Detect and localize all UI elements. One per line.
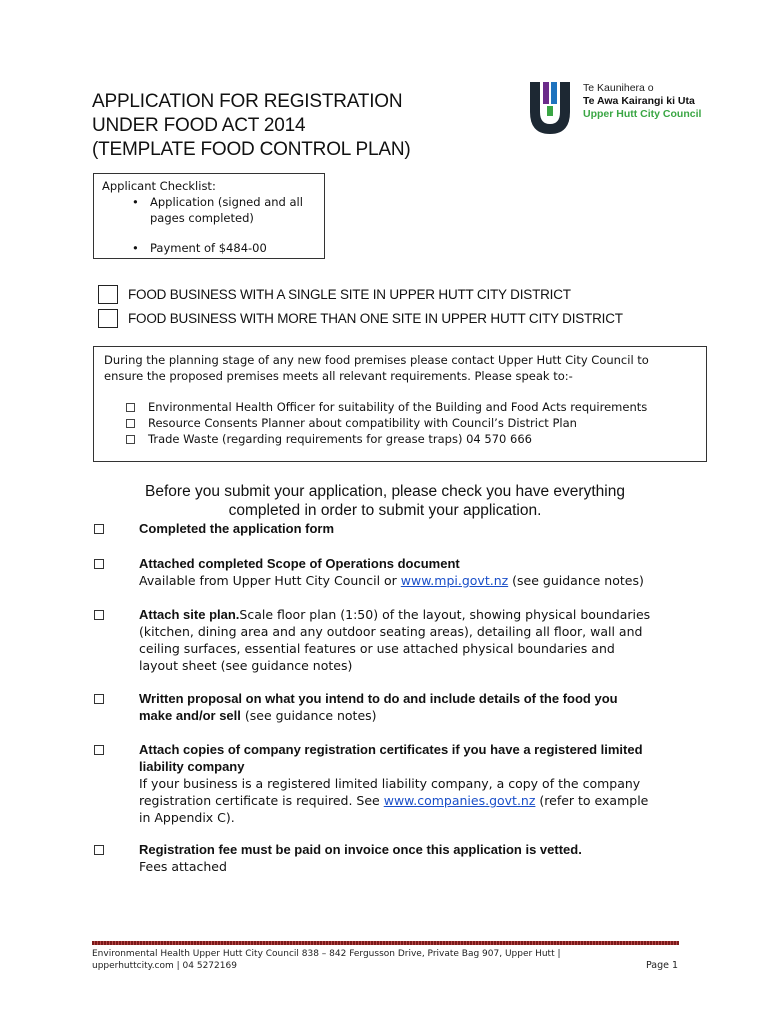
companies-link[interactable]: www.companies.govt.nz: [383, 793, 536, 808]
requirement-heading: Completed the application form: [139, 521, 335, 536]
requirement-heading: liability company: [139, 759, 245, 774]
applicant-checklist-box: [93, 173, 325, 259]
requirement-text: ceiling surfaces, essential features or use attached physical boundaries and: [139, 641, 615, 656]
requirement-heading: Attach copies of company registration certificates if you have a registered limited: [139, 742, 643, 757]
requirement-application-form: [94, 520, 694, 537]
requirement-checkbox[interactable]: [94, 845, 104, 855]
requirement-heading: Registration fee must be paid on invoice once this application is vetted.: [139, 842, 582, 857]
title-line-2: UNDER FOOD ACT 2014: [92, 115, 306, 136]
requirement-heading: Attached completed Scope of Operations document: [139, 556, 460, 571]
requirement-checkbox[interactable]: [94, 694, 104, 704]
requirement-checkbox[interactable]: [94, 559, 104, 569]
info-intro-2: ensure the proposed premises meets all relevant requirements. Please speak to:-: [104, 369, 573, 383]
logo-line-1: Te Kaunihera o: [583, 82, 654, 94]
before-line-2: completed in order to submit your application.: [228, 502, 542, 519]
title-line-3: (TEMPLATE FOOD CONTROL PLAN): [92, 139, 411, 160]
logo-line-3: Upper Hutt City Council: [583, 108, 702, 120]
requirement-site-plan: [94, 606, 694, 674]
requirement-company-registration: [94, 741, 694, 826]
info-item: Trade Waste (regarding requirements for grease traps) 04 570 666: [104, 431, 696, 447]
before-line-1: Before you submit your application, please check you have everything: [145, 483, 625, 500]
info-intro-1: During the planning stage of any new food premises please contact Upper Hutt City Council to: [104, 353, 649, 367]
requirement-checkbox[interactable]: [94, 610, 104, 620]
multiple-site-checkbox[interactable]: [98, 309, 118, 328]
document-title: [92, 90, 411, 162]
checkbox-icon: [126, 435, 135, 444]
requirement-text: Attach site plan.Scale floor plan (1:50) of the layout, showing physical boundaries: [139, 607, 651, 622]
site-option-multiple[interactable]: [98, 309, 623, 328]
requirement-text: make and/or sell (see guidance notes): [139, 708, 377, 723]
title-line-1: APPLICATION FOR REGISTRATION: [92, 91, 403, 112]
checklist-item: • Application (signed and all: [132, 195, 303, 209]
footer: [92, 948, 679, 972]
checklist-heading: Applicant Checklist:: [102, 179, 216, 193]
requirement-registration-fee: [94, 841, 694, 875]
requirement-checkbox[interactable]: [94, 745, 104, 755]
logo-line-2: Te Awa Kairangi ki Uta: [583, 95, 695, 107]
checklist-item: • Payment of $484-00: [132, 241, 267, 255]
requirement-text: Fees attached: [139, 859, 227, 874]
mpi-link[interactable]: www.mpi.govt.nz: [400, 573, 509, 588]
requirement-text: registration certificate is required. See www.companies.govt.nz (refer to example: [139, 793, 649, 808]
single-site-label: FOOD BUSINESS WITH A SINGLE SITE IN UPPER HUTT CITY DISTRICT: [128, 287, 571, 302]
footer-address: Environmental Health Upper Hutt City Council 838 – 842 Fergusson Drive, Private Bag 907, Upper Hutt |: [92, 949, 561, 959]
before-submit-heading: [100, 482, 670, 520]
requirement-text: layout sheet (see guidance notes): [139, 658, 353, 673]
requirement-heading: Written proposal on what you intend to do and include details of the food you: [139, 691, 618, 706]
requirement-text: (kitchen, dining area and any outdoor seating areas), detailing all floor, wall and: [139, 624, 643, 639]
site-option-single[interactable]: [98, 285, 571, 304]
council-logo-text: [583, 82, 701, 121]
footer-contact: upperhuttcity.com | 04 5272169: [92, 961, 237, 971]
requirement-text: If your business is a registered limited liability company, a copy of the company: [139, 776, 641, 791]
footer-divider: [92, 941, 679, 945]
planning-info-box: [93, 346, 707, 462]
info-item: Environmental Health Officer for suitability of the Building and Food Acts requirements: [104, 399, 696, 415]
requirement-scope-of-operations: [94, 555, 694, 589]
info-item: Resource Consents Planner about compatibility with Council’s District Plan: [104, 415, 696, 431]
requirement-written-proposal: [94, 690, 694, 724]
multiple-site-label: FOOD BUSINESS WITH MORE THAN ONE SITE IN UPPER HUTT CITY DISTRICT: [128, 311, 623, 326]
requirement-text: Available from Upper Hutt City Council or www.mpi.govt.nz (see guidance notes): [139, 573, 644, 588]
checkbox-icon: [126, 403, 135, 412]
checkbox-icon: [126, 419, 135, 428]
requirement-checkbox[interactable]: [94, 524, 104, 534]
requirement-text: in Appendix C).: [139, 810, 235, 825]
checklist-item-continued: pages completed): [150, 211, 254, 225]
single-site-checkbox[interactable]: [98, 285, 118, 304]
page-number: Page 1: [646, 960, 679, 971]
